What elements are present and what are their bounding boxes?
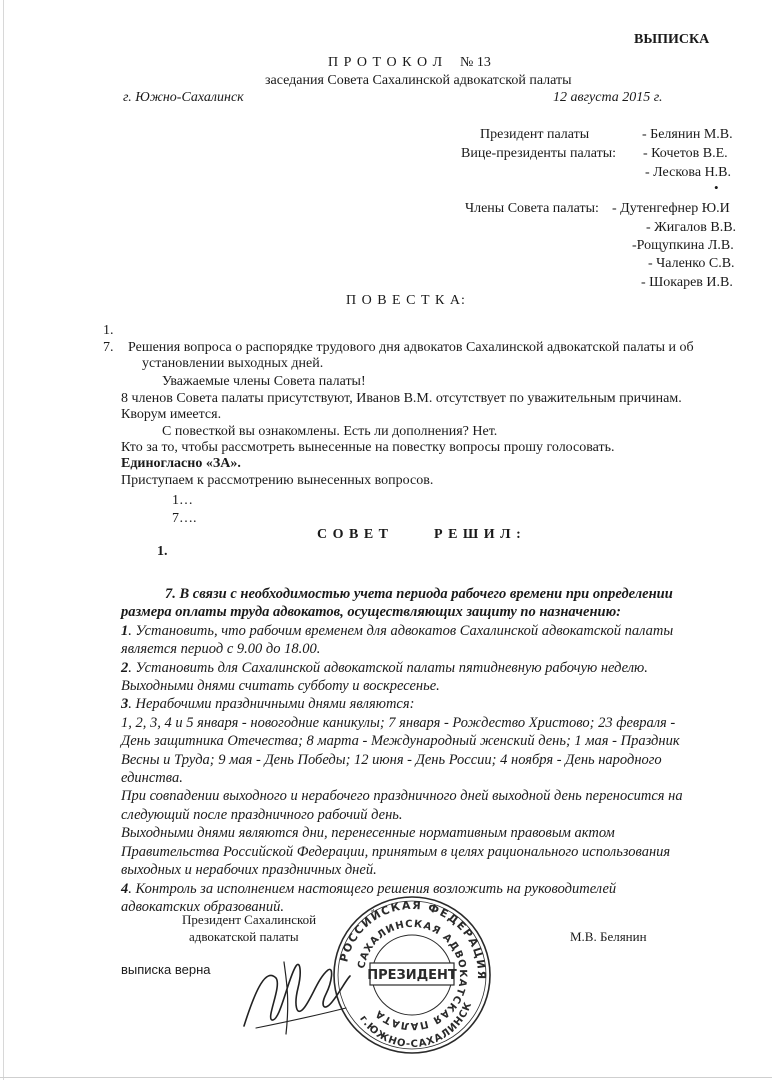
decision-point-3: 3. Нерабочими праздничными днями являются:: [121, 696, 415, 713]
certified-label: выписка верна: [121, 962, 211, 977]
member-name: - Шокарев И.В.: [641, 275, 733, 290]
decision-text: выходных и нерабочих праздничных дней.: [121, 862, 377, 879]
member-name: - Чаленко С.В.: [648, 256, 735, 271]
decision-heading: размера оплаты труда адвокатов, осуществляющих защиту по назначению:: [121, 604, 622, 621]
signer-title: адвокатской палаты: [189, 929, 299, 944]
decision-text: Правительства Российской Федерации, принятым в целях рационального использования: [121, 843, 671, 860]
decision-text: является период с 9.00 до 18.00.: [121, 641, 321, 658]
seal-outer-text: РОССИЙСКАЯ ФЕДЕРАЦИЯ: [337, 898, 489, 981]
member-name: - Жигалов В.В.: [646, 220, 737, 235]
decision-text: Весны и Труда; 9 мая - День Победы; 12 июня - День России; 4 ноября - День народного: [121, 751, 662, 768]
decision-text: Выходными днями являются дни, перенесенные нормативным правовым актом: [121, 825, 615, 842]
vote-text: Кто за то, чтобы рассмотреть вынесенные на повестку вопросы прошу голосовать.: [121, 440, 615, 455]
meeting-date: 12 августа 2015 г.: [553, 90, 663, 105]
familiar-text: С повесткой вы ознакомлены. Есть ли дополнения? Нет.: [162, 424, 498, 439]
quorum-text: 8 членов Совета палаты присутствуют, Иванов В.М. отсутствует по уважительным причинам.: [121, 391, 682, 406]
scan-edge-bottom: [0, 1077, 772, 1078]
agenda-item-text: установлении выходных дней.: [142, 356, 324, 371]
agenda-item-number: 1.: [103, 323, 114, 338]
member-name: -Рощупкина Л.В.: [632, 238, 734, 253]
meeting-line: заседания Совета Сахалинской адвокатской палаты: [265, 73, 572, 88]
vice-role: Вице-президенты палаты:: [461, 146, 617, 161]
greeting: Уважаемые члены Совета палаты!: [162, 374, 366, 389]
decision-point-1: 1. Установить, что рабочим временем для адвокатов Сахалинской адвокатской палаты: [121, 622, 674, 639]
seal-middle-text: САХАЛИНСКАЯ АДВОКАТСКАЯ ПАЛАТА: [356, 918, 469, 1032]
list-item: 7….: [172, 511, 197, 526]
list-item: 1…: [172, 493, 193, 508]
bullet-mark: •: [714, 180, 719, 195]
vice-name: - Кочетов В.Е.: [643, 146, 728, 161]
president-name: - Белянин М.В.: [642, 127, 733, 142]
decision-text: День защитника Отечества; 8 марта - Международный женский день; 1 мая - Праздник: [121, 733, 680, 750]
decision-body: [121, 585, 721, 916]
decision-text: следующий после праздничного рабочий день.: [121, 806, 403, 823]
decision-point-2: 2. Установить для Сахалинской адвокатской палаты пятидневную рабочую неделю.: [121, 659, 648, 676]
proceed-text: Приступаем к рассмотрению вынесенных вопросов.: [121, 473, 434, 488]
signer-name: М.В. Белянин: [570, 929, 647, 944]
decision-title: С О В Е Т Р Е Ш И Л :: [317, 527, 522, 542]
decision-text: Выходными днями считать субботу и воскресенье.: [121, 678, 440, 695]
agenda-item-text: Решения вопроса о распорядке трудового дня адвокатов Сахалинской адвокатской палаты и об: [128, 340, 694, 355]
decision-text: 1, 2, 3, 4 и 5 января - новогодние каникулы; 7 января - Рождество Христово; 23 февраля -: [121, 714, 676, 731]
quorum-text: Кворум имеется.: [121, 407, 222, 422]
protocol-title: П Р О Т О К О Л: [328, 55, 444, 70]
decision-text: адвокатских образований.: [121, 898, 284, 915]
decision-text: единства.: [121, 770, 183, 787]
decision-number: 1.: [157, 544, 168, 559]
extract-label: ВЫПИСКА: [634, 32, 710, 47]
member-name: - Дутенгефнер Ю.И: [612, 201, 730, 216]
decision-heading: 7. В связи с необходимостью учета периода рабочего времени при определении: [165, 586, 673, 602]
signer-title: Президент Сахалинской: [182, 912, 317, 927]
agenda-title: П О В Е С Т К А:: [346, 293, 466, 308]
decision-point-4: 4. Контроль за исполнением настоящего решения возложить на руководителей: [121, 880, 617, 897]
decision-text: При совпадении выходного и нерабочего праздничного дней выходной день переносится на: [121, 788, 683, 805]
city: г. Южно-Сахалинск: [123, 90, 244, 105]
protocol-number: № 13: [460, 55, 491, 70]
seal-center-text: ПРЕЗИДЕНТ: [367, 968, 457, 983]
president-role: Президент палаты: [480, 127, 590, 142]
signature-scribble: [236, 948, 356, 1038]
scan-edge-left: [3, 0, 4, 1080]
vice-name: - Лескова Н.В.: [645, 165, 732, 180]
unanimous-text: Единогласно «ЗА».: [121, 456, 241, 471]
members-role: Члены Совета палаты:: [465, 201, 599, 216]
agenda-item-number: 7.: [103, 340, 114, 355]
seal-bottom-text: г.ЮЖНО-САХАЛИНСК: [357, 1000, 475, 1051]
